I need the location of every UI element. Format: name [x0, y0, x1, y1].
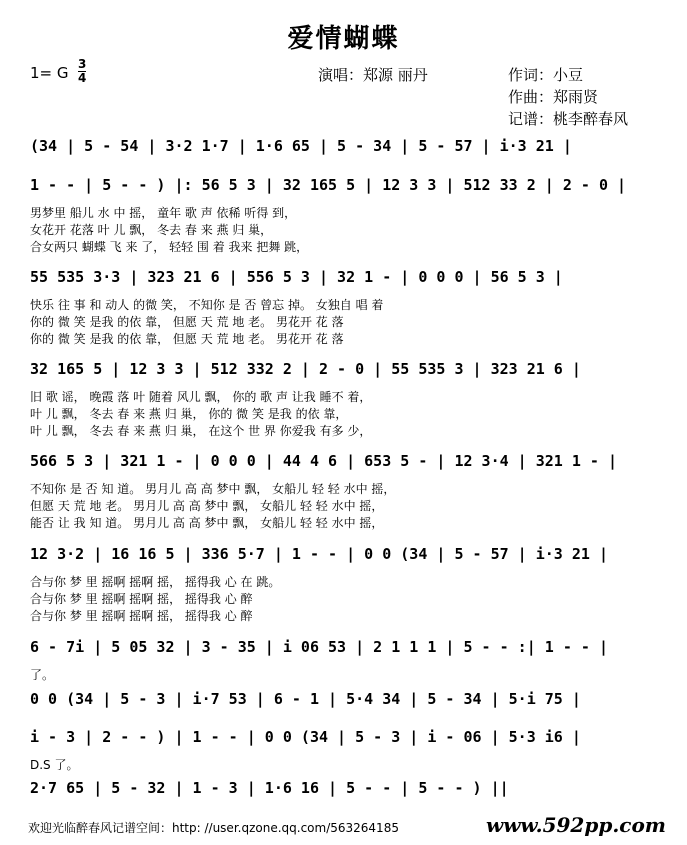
lyric-line: 旧 歌 谣， 晚霞 落 叶 随着 风儿 飘， 你的 歌 声 让我 睡不 着， — [30, 390, 372, 404]
lyric-line: 合女两只 蝴蝶 飞 来 了， 轻轻 围 着 我来 把舞 跳， — [30, 240, 309, 254]
score-music-line: 1 - - | 5 - - ) |: 56 5 3 | 32 165 5 | 12 3 3 | 512 33 2 | 2 - 0 | — [30, 176, 627, 194]
footer-text: 欢迎光临醉春风记谱空间：http: //user.qzone.qq.com/563264185 — [28, 821, 399, 835]
lyric-line: 能否 让 我 知 道。 男月儿 高 高 梦中 飘， 女船儿 轻 轻 水中 摇， — [30, 516, 384, 530]
lyric-line: 男梦里 船儿 水 中 摇， 童年 歌 声 依稀 听得 到， — [30, 206, 297, 220]
key-signature: 1= G — [30, 64, 69, 82]
site-brand: www.592pp.com — [486, 813, 666, 837]
score-music-line: 6 - 7i | 5 05 32 | 3 - 35 | i 06 53 | 2 1 1 1 | 5 - - :| 1 - - | — [30, 638, 608, 656]
lyric-line: 不知你 是 否 知 道。 男月儿 高 高 梦中 飘， 女船儿 轻 轻 水中 摇， — [30, 482, 396, 496]
time-signature-top: 3 — [78, 57, 87, 71]
lyric-line: 合与你 梦 里 摇啊 摇啊 摇， 摇得我 心 醉 — [30, 592, 253, 606]
score-music-line: 12 3·2 | 16 16 5 | 336 5·7 | 1 - - | 0 0 (34 | 5 - 57 | i·3 21 | — [30, 545, 608, 563]
transcriber: 记谱：桃李醉春风 — [508, 110, 629, 128]
lyric-line: 叶 儿 飘， 冬去 春 来 燕 归 巢， 在这个 世 界 你爱我 有多 少， — [30, 424, 372, 438]
lyric-line: 合与你 梦 里 摇啊 摇啊 摇， 摇得我 心 醉 — [30, 609, 253, 623]
lyric-line: 了。 — [30, 668, 55, 682]
lyric-line: 快乐 往 事 和 动人 的微 笑， 不知你 是 否 曾忘 掉。 女独自 唱 着 — [30, 298, 384, 312]
composer: 作曲：郑雨贤 — [508, 88, 599, 106]
lyric-line: 但愿 天 荒 地 老。 男月儿 高 高 梦中 飘， 女船儿 轻 轻 水中 摇， — [30, 499, 384, 513]
singers: 演唱：郑源 丽丹 — [318, 66, 428, 84]
lyric-line: 女花开 花落 叶 儿 飘， 冬去 春 来 燕 归 巢， — [30, 223, 273, 237]
song-title: 爱情蝴蝶 — [287, 24, 400, 54]
score-music-line: 55 535 3·3 | 323 21 6 | 556 5 3 | 32 1 - | 0 0 0 | 56 5 3 | — [30, 268, 563, 286]
lyric-line: D.S 了。 — [30, 758, 79, 772]
score-music-line: 0 0 (34 | 5 - 3 | i·7 53 | 6 - 1 | 5·4 34 | 5 - 34 | 5·i 75 | — [30, 690, 581, 708]
score-music-line: (34 | 5 - 54 | 3·2 1·7 | 1·6 65 | 5 - 34 | 5 - 57 | i·3 21 | — [30, 137, 572, 155]
lyric-line: 叶 儿 飘， 冬去 春 来 燕 归 巢， 你的 微 笑 是我 的依 靠， — [30, 407, 348, 421]
score-music-line: 32 165 5 | 12 3 3 | 512 332 2 | 2 - 0 | 55 535 3 | 323 21 6 | — [30, 360, 581, 378]
score-music-line: 566 5 3 | 321 1 - | 0 0 0 | 44 4 6 | 653 5 - | 12 3·4 | 321 1 - | — [30, 452, 617, 470]
lyric-line: 合与你 梦 里 摇啊 摇啊 摇， 摇得我 心 在 跳。 — [30, 575, 281, 589]
lyricist: 作词：小豆 — [508, 66, 584, 84]
score-music-line: 2·7 65 | 5 - 32 | 1 - 3 | 1·6 16 | 5 - - | 5 - - ) || — [30, 779, 509, 797]
time-signature-bottom: 4 — [78, 71, 87, 85]
lyric-line: 你的 微 笑 是我 的依 靠， 但愿 天 荒 地 老。 男花开 花 落 — [30, 315, 344, 329]
score-music-line: i - 3 | 2 - - ) | 1 - - | 0 0 (34 | 5 - 3 | i - 06 | 5·3 i6 | — [30, 728, 581, 746]
time-signature — [78, 58, 86, 85]
lyric-line: 你的 微 笑 是我 的依 靠， 但愿 天 荒 地 老。 男花开 花 落 — [30, 332, 344, 346]
